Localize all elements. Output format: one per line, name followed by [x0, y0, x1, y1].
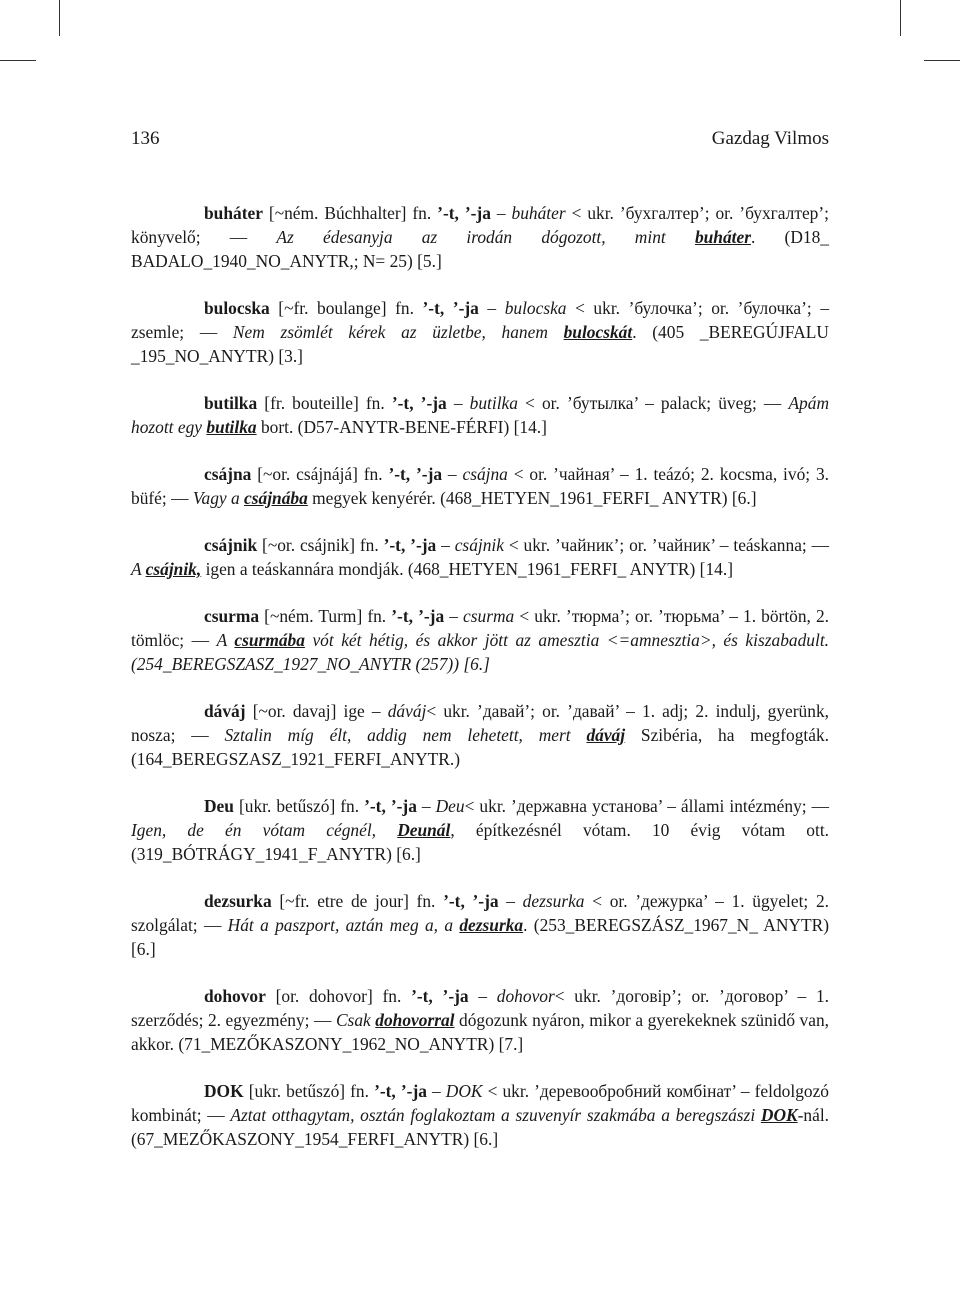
- crop-mark-right: [900, 0, 901, 36]
- entry-csajna: [131, 462, 829, 510]
- variant: buháter: [511, 203, 566, 223]
- variant: csájnik: [454, 535, 504, 555]
- example: Nem zsömlét kérek az üzletbe, hanem: [232, 322, 564, 342]
- suffixes: ’-t, ’-ja: [364, 796, 417, 816]
- variant: DOK: [445, 1081, 483, 1101]
- example: Vagy a: [192, 488, 245, 508]
- dash: –: [446, 393, 470, 413]
- variant: csurma: [463, 606, 515, 626]
- entry-dezsurka: [131, 889, 829, 961]
- source: , építkezésnél vótam. 10 évig vótam ott. (319_BÓTRÁGY_1941_F_ANYTR) [6.]: [131, 820, 830, 864]
- dash: –: [490, 203, 512, 223]
- suffixes: ’-t, ’-ja: [374, 1081, 427, 1101]
- headword: dohovor: [204, 986, 266, 1006]
- crop-mark-top-right: [924, 60, 960, 61]
- suffixes: ’-t, ’-ja: [383, 535, 437, 555]
- etymology: [ukr. betűszó] fn.: [233, 796, 365, 816]
- variant: bulocska: [504, 298, 567, 318]
- etymology: [fr. bouteille] fn.: [257, 393, 392, 413]
- entry-buhater: [131, 201, 829, 273]
- source: -nál. (67_MEZŐKASZONY_1954_FERFI_ANYTR) [6.]: [131, 1105, 829, 1149]
- entry-dohovor: [131, 984, 829, 1056]
- dash: –: [436, 535, 455, 555]
- source: . (D18_ BADALO_1940_NO_ANYTR,; N= 25) [5.]: [131, 227, 829, 271]
- definition: < ukr. ’давай’; or. ’давай’ – 1. adj; 2. indulj, gyerünk, nosza; —: [131, 701, 829, 745]
- example: Hát a paszport, aztán meg a, a: [227, 915, 460, 935]
- dash: –: [442, 464, 463, 484]
- definition: < or. ’чайная’ – 1. teázó; 2. kocsma, ivó; 3. büfé; —: [131, 464, 829, 508]
- suffixes: ’-t, ’-ja: [391, 393, 447, 413]
- source: . (405 _BEREGÚJFALU _195_NO_ANYTR) [3.]: [131, 322, 829, 366]
- suffixes: ’-t, ’-ja: [422, 298, 479, 318]
- crop-mark-left: [59, 0, 60, 36]
- etymology: [or. dohovor] fn.: [265, 986, 412, 1006]
- variant: dezsurka: [522, 891, 585, 911]
- headword: csájnik: [204, 535, 258, 555]
- etymology: [ukr. betűszó] fn.: [243, 1081, 375, 1101]
- variant: dohovor: [496, 986, 555, 1006]
- headword: dezsurka: [204, 891, 272, 911]
- variant: butilka: [469, 393, 518, 413]
- example: Aztat otthagytam, osztán foglakoztam a szuvenyír szakmába a beregszászi: [230, 1105, 761, 1125]
- entry-deu: [131, 794, 829, 866]
- example-keyword: Deunál: [397, 820, 451, 840]
- running-author: Gazdag Vilmos: [711, 128, 829, 149]
- definition: < ukr. ’державна установа’ – állami intézmény; —: [464, 796, 830, 816]
- entry-davaj: [131, 699, 829, 771]
- etymology: [~ném. Turm] fn.: [259, 606, 392, 626]
- variant: csájna: [462, 464, 508, 484]
- headword: bulocska: [204, 298, 270, 318]
- entry-dok: [131, 1079, 829, 1151]
- example-keyword: csurmába: [234, 630, 305, 650]
- definition: < ukr. ’договір’; or. ’договор’ – 1. szerződés; 2. egyezmény; —: [131, 986, 829, 1030]
- example-keyword: csájnik,: [145, 559, 202, 579]
- dash: –: [416, 796, 436, 816]
- source: Szibéria, ha megfogták. (164_BEREGSZASZ_1921_FERFI_ANYTR.): [131, 725, 830, 769]
- example-keyword: csájnába: [244, 488, 308, 508]
- dash: –: [444, 606, 464, 626]
- example-keyword: dohovorral: [375, 1010, 455, 1030]
- variant: Deu: [435, 796, 465, 816]
- source: igen a teáskannára mondják. (468_HETYEN_1961_FERFI_ ANYTR) [14.]: [201, 559, 733, 579]
- headword: dáváj: [204, 701, 246, 721]
- etymology: [~or. csájnájá] fn.: [251, 464, 389, 484]
- dash: –: [498, 891, 523, 911]
- entry-bulocska: [131, 296, 829, 368]
- example-keyword: buháter: [694, 227, 751, 247]
- suffixes: ’-t, ’-ja: [411, 986, 469, 1006]
- definition: < ukr. ’булочка’; or. ’булочка’; – zsemle; —: [131, 298, 830, 342]
- example: Igen, de én vótam cégnél,: [131, 820, 398, 840]
- example-keyword: bulocskát: [563, 322, 633, 342]
- etymology: [~ném. Búchhalter] fn.: [262, 203, 438, 223]
- headword: csurma: [204, 606, 260, 626]
- definition: < ukr. ’чайник’; or. ’чайник’ – teáskanna; —: [503, 535, 830, 555]
- dash: –: [468, 986, 497, 1006]
- definition: < ukr. ’бухгалтер’; or. ’бухгалтер’; könyvelő; —: [131, 203, 829, 247]
- entry-csajnik: [131, 533, 829, 581]
- example: A: [216, 630, 235, 650]
- source: vót két hétig, és akkor jött az amesztia <=amnesztia>, és kiszabadult. (254_BEREGSZASZ_1927_NO_ANYTR (257)) [6.]: [131, 630, 830, 674]
- example: A: [131, 559, 146, 579]
- example-keyword: DOK: [760, 1105, 798, 1125]
- source: . (253_BEREGSZÁSZ_1967_N_ ANYTR) [6.]: [131, 915, 829, 959]
- suffixes: ’-t, ’-ja: [391, 606, 445, 626]
- suffixes: ’-t, ’-ja: [443, 891, 499, 911]
- headword: buháter: [204, 203, 263, 223]
- definition: < ukr. ’деревообробний комбінат’ – feldolgozó kombinát; —: [131, 1081, 829, 1125]
- source: megyek kenyérér. (468_HETYEN_1961_FERFI_ ANYTR) [6.]: [307, 488, 757, 508]
- etymology: [~fr. boulange] fn.: [269, 298, 423, 318]
- dash: –: [478, 298, 505, 318]
- example-keyword: butilka: [206, 417, 257, 437]
- etymology: [~or. davaj] ige –: [245, 701, 388, 721]
- dictionary-body: [131, 201, 829, 1174]
- crop-mark-top-left: [0, 60, 36, 61]
- variant: dáváj: [387, 701, 427, 721]
- headword: Deu: [204, 796, 234, 816]
- headword: butilka: [204, 393, 258, 413]
- source: dógozunk nyáron, mikor a gyerekeknek szünidő van, akkor. (71_MEZŐKASZONY_1962_NO_ANYTR) [7.]: [131, 1010, 829, 1054]
- example: Az édesanyja az irodán dógozott, mint: [276, 227, 695, 247]
- etymology: [~or. csájnik] fn.: [257, 535, 384, 555]
- example: Apám hozott egy: [131, 393, 830, 437]
- headword: DOK: [204, 1081, 244, 1101]
- etymology: [~fr. etre de jour] fn.: [271, 891, 444, 911]
- headword: csájna: [204, 464, 252, 484]
- example-keyword: dáváj: [586, 725, 626, 745]
- page-number: 136: [131, 128, 160, 149]
- source: bort. (D57-ANYTR-BENE-FÉRFI) [14.]: [256, 417, 547, 437]
- entry-csurma: [131, 604, 829, 676]
- definition: < ukr. ’тюрма’; or. ’тюрьма’ – 1. börtön, 2. tömlöc; —: [131, 606, 830, 650]
- definition: < or. ’бутылка’ – palack; üveg; —: [517, 393, 789, 413]
- page-header: [131, 128, 829, 158]
- entry-butilka: [131, 391, 829, 439]
- example-keyword: dezsurka: [459, 915, 524, 935]
- suffixes: ’-t, ’-ja: [437, 203, 491, 223]
- example: Sztalin míg élt, addig nem lehetett, mert: [224, 725, 587, 745]
- suffixes: ’-t, ’-ja: [388, 464, 443, 484]
- example: Csak: [335, 1010, 376, 1030]
- dash: –: [426, 1081, 446, 1101]
- definition: < or. ’дежурка’ – 1. ügyelet; 2. szolgálat; —: [131, 891, 830, 935]
